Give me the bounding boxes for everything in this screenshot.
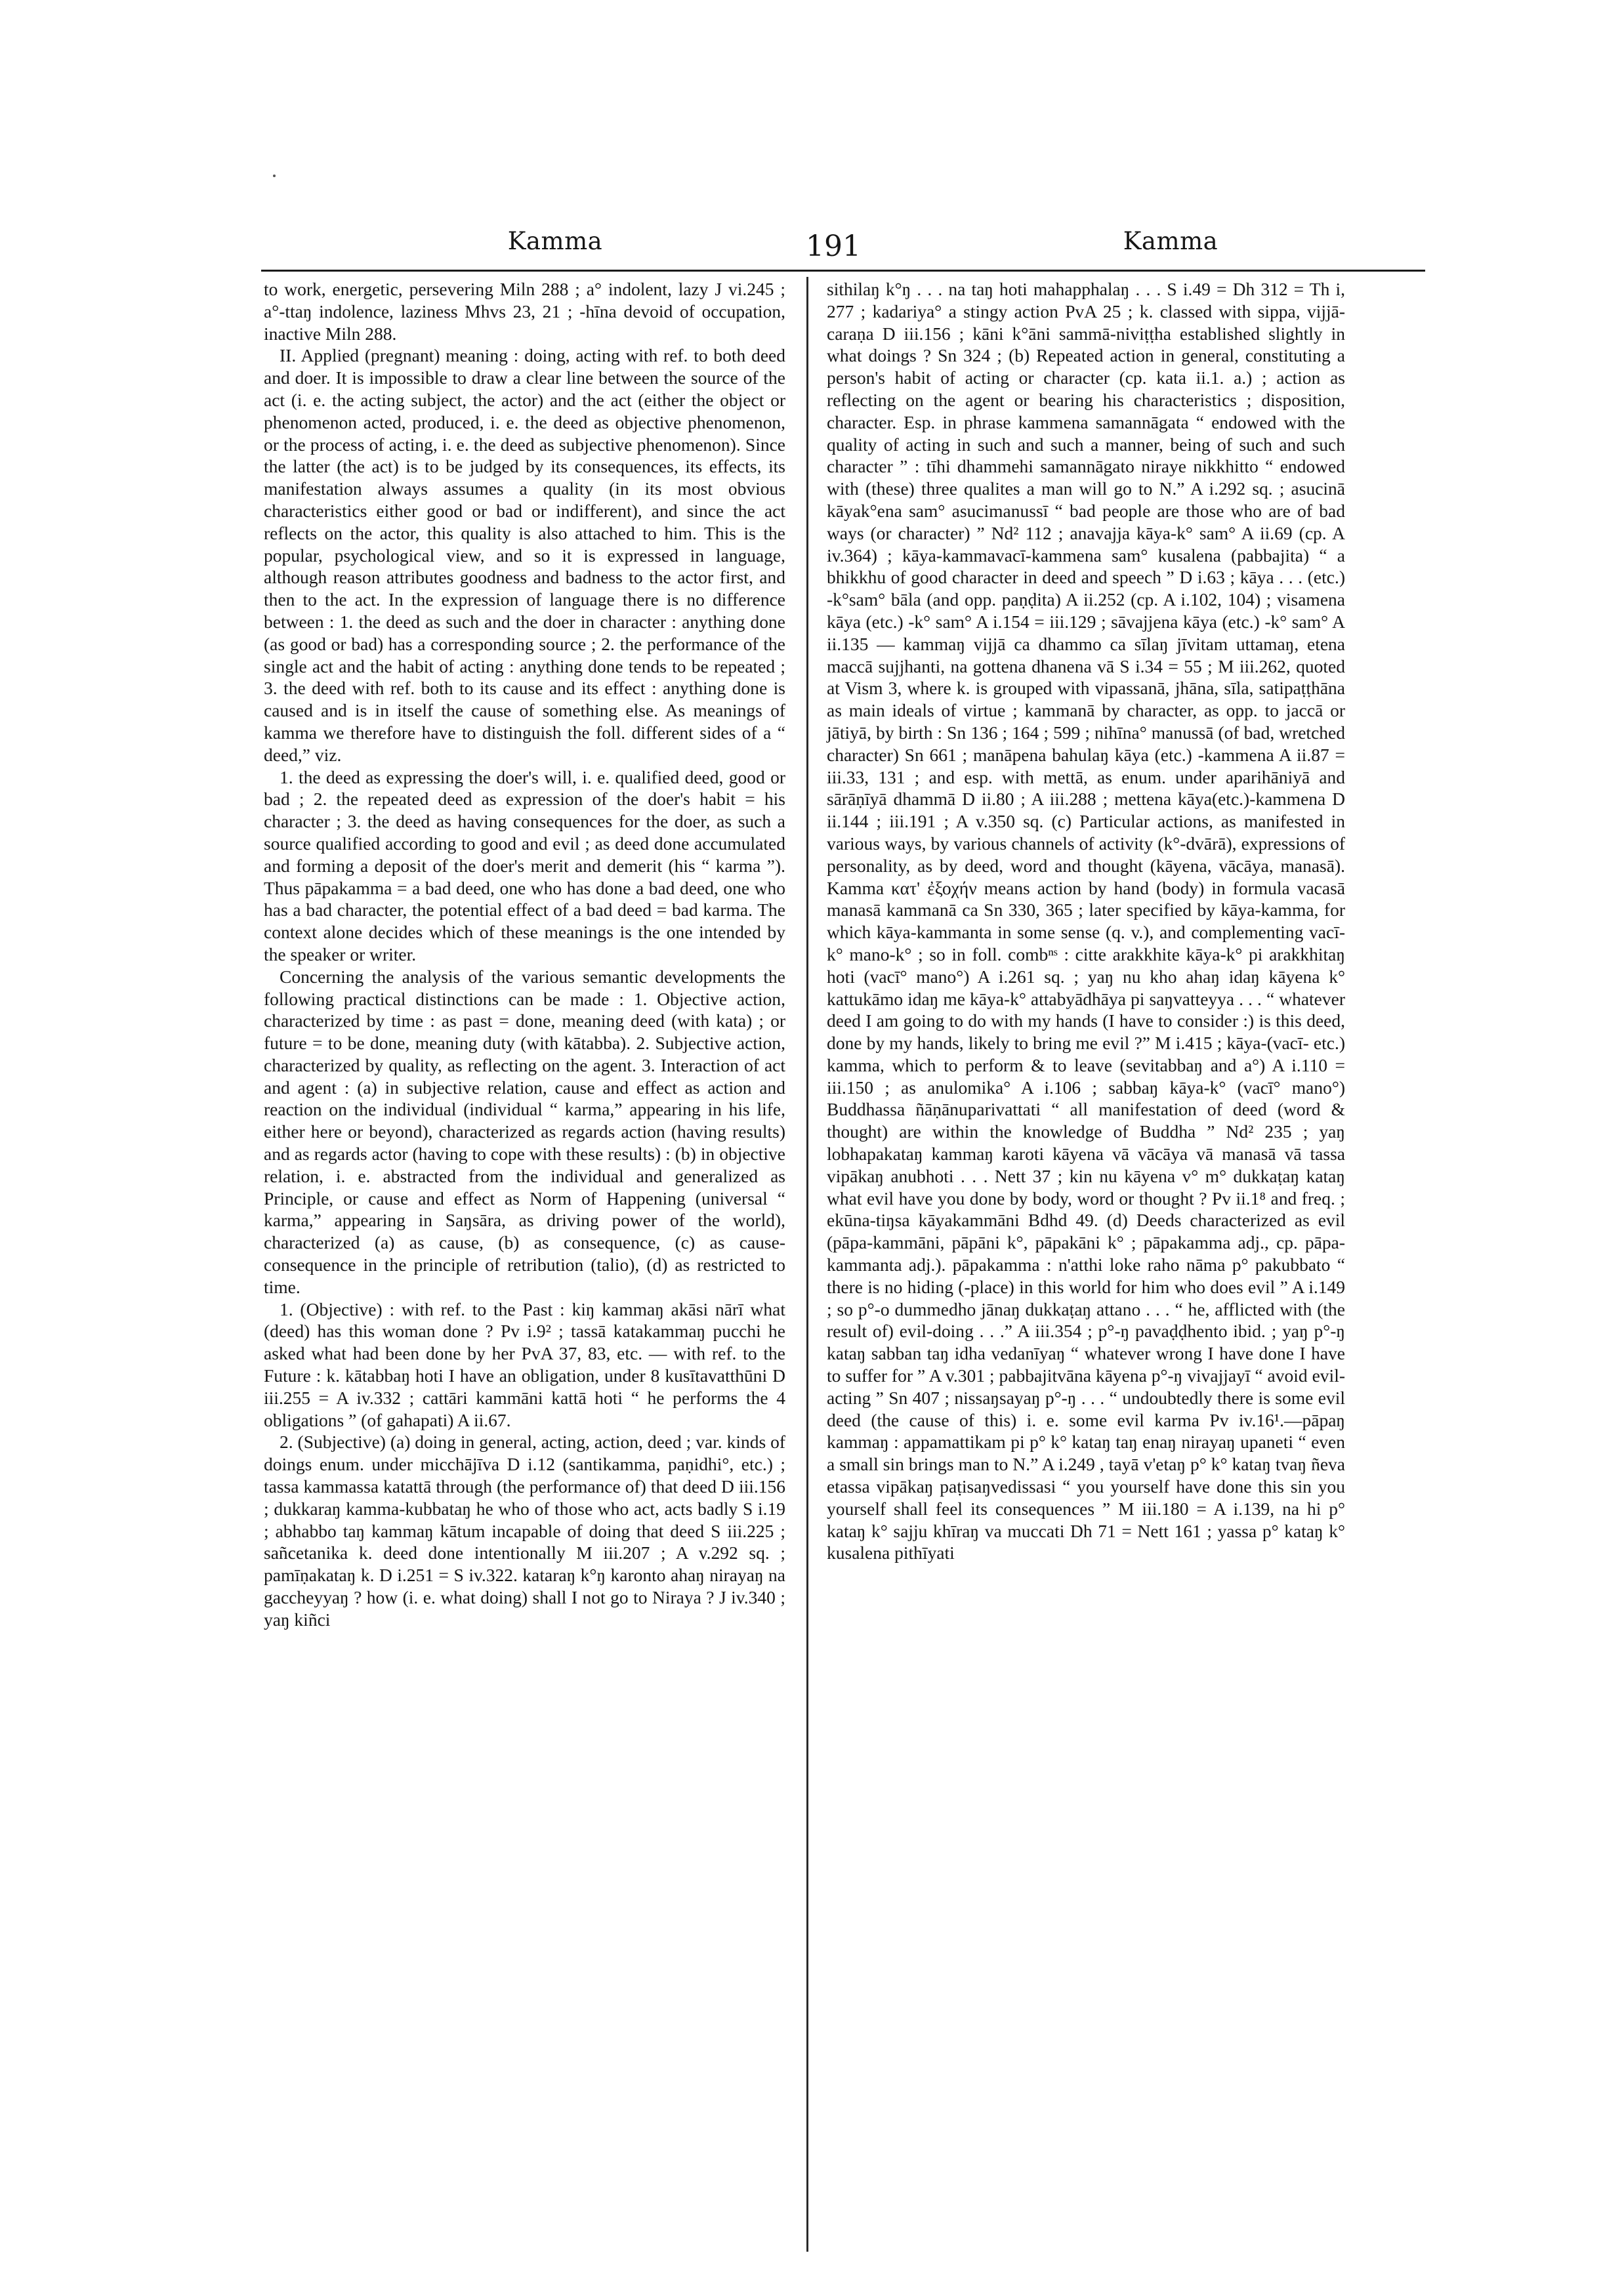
paragraph: II. Applied (pregnant) meaning : doing, acting with ref. to both deed and doer. It is impossible to draw a clear line between the source of the act (i. e. the acting subject, the actor) and the act (either the object or phenomenon acted, produced, i. e. the deed as objective phenomenon, or the process of acting, i. e. the deed as subjective phenomenon). Since the latter (the act) is to be judged by its consequences, its effects, its manifestation always assumes a quality (in its most obvious characteristics either good or bad or indifferent), and since the act reflects on the actor, this quality is also attached to him. This is the popular, psychological view, and so it is expressed in language, although reason attributes goodness and badness to the actor first, and then to the act. In the expression of language there is no difference between : 1. the deed as such and the doer in character : anything done (as good or bad) has a corresponding source ; 2. the performance of the single act and the habit of acting : anything done tends to be repeated ; 3. the deed with ref. both to its cause and its effect : anything done is caused and is in itself the cause of something else. As meanings of kamma we therefore have to distinguish the foll. different sides of a “ deed,” viz. — [264, 345, 785, 765]
column-divider — [806, 277, 808, 2252]
stray-mark — [273, 175, 276, 177]
right-headword: Kamma — [1123, 227, 1218, 255]
paragraph: 1. the deed as expressing the doer's will, i. e. qualified deed, good or bad ; 2. the repeated deed as expression of the doer's habit = his character ; 3. the deed as having consequences for the doer, as such a source qualified according to good and evil ; as deed done accumulated and forming a deposit of the doer's merit and demerit (his “ karma ”). Thus pāpakamma = a bad deed, one who has done a bad deed, one who has a bad character, the potential effect of a bad deed = bad karma. The context alone decides which of these meanings is the one intended by the speaker or writer. — [264, 766, 785, 964]
left-column — [264, 278, 785, 1631]
paragraph: Concerning the analysis of the various semantic developments the following practical distinctions can be made : 1. Objective action, characterized by time : as past = done, meaning deed (with kata) ; or future = to be done, meaning duty (with kātabba). 2. Subjective action, characterized by quality, as reflecting on the agent. 3. Interaction of act and agent : (a) in subjective relation, cause and effect as action and reaction on the individual (individual “ karma,” appearing in his life, either here or beyond), characterized as regards action (having results) and as regards actor (having to cope with these results) : (b) in objective relation, i. e. abstracted from the individual and generalized as Principle, or cause and effect as Norm of Happening (universal “ karma,” appearing in Saŋsāra, as driving power of the world), characterized (a) as cause, (b) as consequence, (c) as cause-consequence in the principle of retribution (talio), (d) as restricted to time. — [264, 966, 785, 1297]
right-column — [827, 278, 1345, 1564]
page-number: 191 — [806, 230, 861, 263]
left-headword: Kamma — [507, 227, 603, 255]
paragraph: to work, energetic, persevering Miln 288 ; a° indolent, lazy J vi.245 ; a°-ttaŋ indolence, laziness Mhvs 23, 21 ; -hīna devoid of occupation, inactive Miln 288. — [264, 279, 785, 344]
paragraph: sithilaŋ k°ŋ . . . na taŋ hoti mahapphalaŋ . . . S i.49 = Dh 312 = Th i, 277 ; kadariya° a stingy action PvA 25 ; k. classed with sippa, vijjā-caraṇa D iii.156 ; kāni k°āni sammā-niviṭṭha established slightly in what doings ? Sn 324 ; (b) Repeated action in general, constituting a person's habit of acting or character (cp. kata ii.1. a.) ; action as reflecting on the agent or bearing his characteristics ; disposition, character. Esp. in phrase kammena samannāgata “ endowed with the quality of acting in such and such a manner, being of such and such character ” : tīhi dhammehi samannāgato niraye nikkhitto “ endowed with (these) three qualites a man will go to N.” A i.292 sq. ; asucinā kāyak°ena sam° asucimanussī “ bad people are those who are of bad ways (or character) ” Nd² 112 ; anavajja kāya-k° sam° A ii.69 (cp. A iv.364) ; kāya-kammavacī-kammena sam° kusalena (pabbajita) “ a bhikkhu of good character in deed and speech ” D i.63 ; kāya . . . (etc.) -k°sam° bāla (and opp. paṇḍita) A ii.252 (cp. A i.102, 104) ; visamena kāya (etc.) -k° sam° A i.154 = iii.129 ; sāvajjena kāya (etc.) -k° sam° A ii.135 — kammaŋ vijjā ca dhammo ca sīlaŋ jīvitam uttamaŋ, etena maccā sujjhanti, na gottena dhanena vā S i.34 = 55 ; M iii.262, quoted at Vism 3, where k. is grouped with vipassanā, jhāna, sīla, satipaṭṭhāna as main ideals of virtue ; kammanā by character, as opp. to jaccā or jātiyā, by birth : Sn 136 ; 164 ; 599 ; nihīna° manussā (of bad, wretched character) Sn 661 ; manāpena bahulaŋ kāya (etc.) -kammena A ii.87 = iii.33, 131 ; and esp. with mettā, as enum. under aparihāniyā and sārāṇīyā dhammā D ii.80 ; A iii.288 ; mettena kāya(etc.)-kammena D ii.144 ; iii.191 ; A v.350 sq. (c) Particular actions, as manifested in various ways, by various channels of activity (k°-dvārā), expressions of personality, as by deed, word and thought (kāyena, vācāya, manasā). Kamma κατ' ἐξοχήν means action by hand (body) in formula vacasā manasā kammanā ca Sn 330, 365 ; later specified by kāya-kamma, for which kāya-kammanta in some sense (q. v.), and complementing vacī-k° mano-k° ; so in foll. combⁿˢ : citte arakkhite kāya-k° pi arakkhitaŋ hoti (vacī° mano°) A i.261 sq. ; yaŋ nu kho ahaŋ idaŋ kāyena k° kattukāmo idaŋ me kāya-k° attabyādhāya pi saŋvatteyya . . . “ whatever deed I am going to do with my hands (I have to consider :) is this deed, done by my hands, likely to bring me evil ?” M i.415 ; kāya-(vacī- etc.) kamma, which to perform & to leave (sevitabbaŋ and a°) A i.110 = iii.150 ; as anulomika° A i.106 ; sabbaŋ kāya-k° (vacī° mano°) Buddhassa ñāṇānuparivattati “ all manifestation of deed (word & thought) are within the knowledge of Buddha ” Nd² 235 ; yaŋ lobhapakataŋ kammaŋ karoti kāyena vā vācāya vā manasā vā tassa vipākaŋ anubhoti . . . Nett 37 ; kin nu kāyena v° m° dukkaṭaŋ kataŋ what evil have you done by body, word or thought ? Pv ii.1⁸ and freq. ; ekūna-tiŋsa kāyakammāni Bdhd 49. (d) Deeds characterized as evil (pāpa-kammāni, pāpāni k°, pāpakāni k° ; pāpakamma adj., cp. pāpa-kammanta adj.). pāpakamma : n'atthi loke raho nāma p° pakubbato “ there is no hiding (-place) in this world for him who does evil ” A i.149 ; so p°-o dummedho jānaŋ dukkaṭaŋ attano . . . “ he, afflicted with (the result of) evil-doing . . .” A iii.354 ; p°-ŋ pavaḍḍhento ibid. ; yaŋ p°-ŋ kataŋ sabban taŋ idha vedanīyaŋ “ whatever wrong I have done I have to suffer for ” A v.301 ; pabbajitvāna kāyena p°-ŋ vivajjayī “ avoid evil-acting ” Sn 407 ; nissaŋsayaŋ p°-ŋ . . . “ undoubtedly there is some evil deed (the cause of this) i. e. some evil karma Pv iv.16¹.—pāpaŋ kammaŋ : appamattikam pi p° k° kataŋ taŋ enaŋ nirayaŋ upaneti “ even a small sin brings man to N.” A i.249 , tayā v'etaŋ p° k° kataŋ tvaŋ ñeva etassa vipākaŋ paṭisaŋvedissasi “ you yourself have done this sin you yourself shall feel its consequences ” M iii.180 = A i.139, na hi p° kataŋ k° sajju khīraŋ va muccati Dh 71 = Nett 161 ; yassa p° kataŋ k° kusalena pithīyati — [827, 279, 1345, 1563]
header-rule — [261, 270, 1425, 272]
page-header — [262, 227, 1424, 266]
paragraph: 2. (Subjective) (a) doing in general, acting, action, deed ; var. kinds of doings enum. under micchājīva D i.12 (santikamma, paṇidhi°, etc.) ; tassa kammassa katattā through (the performance of) that deed D iii.156 ; dukkaraŋ kamma-kubbataŋ he who of those who act, acts badly S i.19 ; abhabbo taŋ kammaŋ kātum incapable of doing that deed S iii.225 ; sañcetanika k. deed done intentionally M iii.207 ; A v.292 sq. ; pamīṇakataŋ k. D i.251 = S iv.322. kataraŋ k°ŋ karonto ahaŋ nirayaŋ na gaccheyyaŋ ? how (i. e. what doing) shall I not go to Niraya ? J iv.340 ; yaŋ kiñci — [264, 1432, 785, 1630]
paragraph: 1. (Objective) : with ref. to the Past : kiŋ kammaŋ akāsi nārī what (deed) has this woman done ? Pv i.9² ; tassā katakammaŋ pucchi he asked what had been done by her PvA 37, 83, etc. — with ref. to the Future : k. kātabbaŋ hoti I have an obligation, under 8 kusītavatthūni D iii.255 = A iv.332 ; cattāri kammāni kattā hoti “ he performs the 4 obligations ” (of gahapati) A ii.67. — [264, 1298, 785, 1430]
